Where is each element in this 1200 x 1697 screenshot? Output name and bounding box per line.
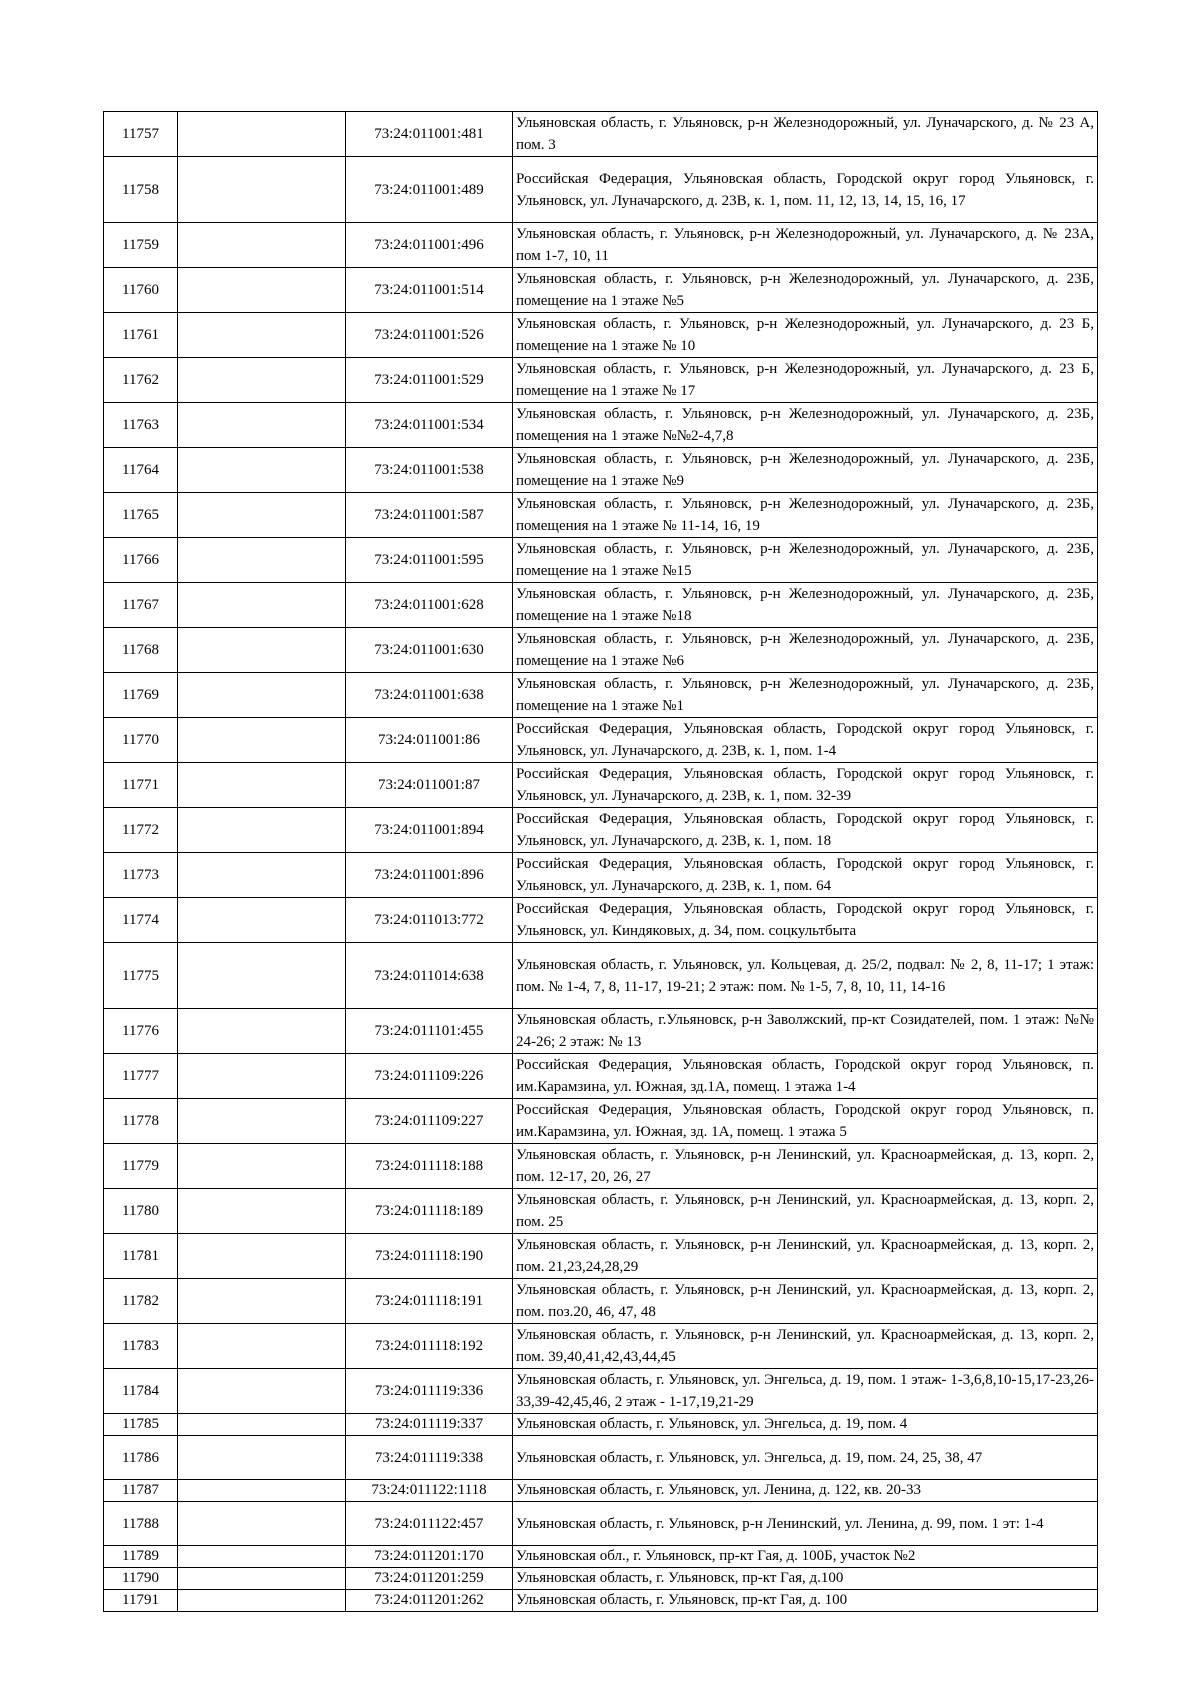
empty-cell: [178, 268, 346, 313]
empty-cell: [178, 1144, 346, 1189]
table-row: [104, 808, 1098, 853]
table-row: [104, 628, 1098, 673]
empty-cell: [178, 1369, 346, 1414]
cadastral-number-cell: 73:24:011001:496: [346, 223, 513, 268]
registry-number-cell: 11760: [104, 268, 178, 313]
cadastral-number-cell: 73:24:011001:526: [346, 313, 513, 358]
address-cell: Ульяновская область, г. Ульяновск, р-н Железнодорожный, ул. Луначарского, д. 23Б, помещение на 1 этаже №18: [513, 583, 1098, 628]
address-cell: Ульяновская область, г. Ульяновск, ул. Энгельса, д. 19, пом. 4: [513, 1414, 1098, 1436]
address-cell: Ульяновская область, г. Ульяновск, р-н Железнодорожный, ул. Луначарского, д. 23Б, помещения на 1 этаже №№2-4,7,8: [513, 403, 1098, 448]
table-row: [104, 1568, 1098, 1590]
cadastral-number-cell: 73:24:011119:337: [346, 1414, 513, 1436]
address-cell: Российская Федерация, Ульяновская область, Городской округ город Ульяновск, г. Ульяновск, ул. Луначарского, д. 23В, к. 1, пом. 1-4: [513, 718, 1098, 763]
cadastral-number-cell: 73:24:011001:489: [346, 157, 513, 223]
cadastral-number-cell: 73:24:011001:514: [346, 268, 513, 313]
empty-cell: [178, 1590, 346, 1612]
table-row: [104, 1234, 1098, 1279]
table-row: [104, 898, 1098, 943]
table-row: [104, 313, 1098, 358]
address-cell: Ульяновская область, г. Ульяновск, ул. Кольцевая, д. 25/2, подвал: № 2, 8, 11-17; 1 этаж: пом. № 1-4, 7, 8, 11-17, 19-21; 2 этаж: пом. № 1-5, 7, 8, 10, 11, 14-16: [513, 943, 1098, 1009]
registry-number-cell: 11781: [104, 1234, 178, 1279]
registry-number-cell: 11787: [104, 1480, 178, 1502]
registry-number-cell: 11791: [104, 1590, 178, 1612]
empty-cell: [178, 628, 346, 673]
empty-cell: [178, 1414, 346, 1436]
address-cell: Российская Федерация, Ульяновская область, Городской округ город Ульяновск, г. Ульяновск, ул. Луначарского, д. 23В, к. 1, пом. 11, 12, 13, 14, 15, 16, 17: [513, 157, 1098, 223]
cadastral-number-cell: 73:24:011118:191: [346, 1279, 513, 1324]
table-row: [104, 493, 1098, 538]
empty-cell: [178, 763, 346, 808]
cadastral-number-cell: 73:24:011001:481: [346, 112, 513, 157]
table-row: [104, 448, 1098, 493]
empty-cell: [178, 403, 346, 448]
cadastral-number-cell: 73:24:011201:262: [346, 1590, 513, 1612]
registry-number-cell: 11764: [104, 448, 178, 493]
registry-number-cell: 11770: [104, 718, 178, 763]
empty-cell: [178, 1546, 346, 1568]
table-row: [104, 718, 1098, 763]
table-row: [104, 1054, 1098, 1099]
empty-cell: [178, 1009, 346, 1054]
registry-number-cell: 11777: [104, 1054, 178, 1099]
address-cell: Ульяновская область, г. Ульяновск, р-н Железнодорожный, ул. Луначарского, д. 23Б, помещение на 1 этаже №15: [513, 538, 1098, 583]
address-cell: Ульяновская область, г. Ульяновск, р-н Ленинский, ул. Красноармейская, д. 13, корп. 2, пом. 25: [513, 1189, 1098, 1234]
address-cell: Российская Федерация, Ульяновская область, Городской округ город Ульяновск, г. Ульяновск, ул. Луначарского, д. 23В, к. 1, пом. 18: [513, 808, 1098, 853]
address-cell: Ульяновская область, г. Ульяновск, р-н Железнодорожный, ул. Луначарского, д. № 23А, пом 1-7, 10, 11: [513, 223, 1098, 268]
cadastral-number-cell: 73:24:011201:170: [346, 1546, 513, 1568]
registry-number-cell: 11789: [104, 1546, 178, 1568]
table-row: [104, 1099, 1098, 1144]
table-row: [104, 1369, 1098, 1414]
table-row: [104, 1414, 1098, 1436]
registry-number-cell: 11759: [104, 223, 178, 268]
empty-cell: [178, 358, 346, 403]
table-row: [104, 223, 1098, 268]
cadastral-number-cell: 73:24:011013:772: [346, 898, 513, 943]
registry-number-cell: 11762: [104, 358, 178, 403]
registry-table: [103, 111, 1098, 1612]
registry-number-cell: 11779: [104, 1144, 178, 1189]
cadastral-number-cell: 73:24:011001:630: [346, 628, 513, 673]
empty-cell: [178, 853, 346, 898]
cadastral-number-cell: 73:24:011001:87: [346, 763, 513, 808]
table-row: [104, 583, 1098, 628]
cadastral-number-cell: 73:24:011119:338: [346, 1436, 513, 1480]
table-row: [104, 1279, 1098, 1324]
registry-number-cell: 11771: [104, 763, 178, 808]
table-row: [104, 358, 1098, 403]
address-cell: Ульяновская обл., г. Ульяновск, пр-кт Гая, д. 100Б, участок №2: [513, 1546, 1098, 1568]
cadastral-number-cell: 73:24:011118:188: [346, 1144, 513, 1189]
registry-number-cell: 11758: [104, 157, 178, 223]
table-row: [104, 1189, 1098, 1234]
empty-cell: [178, 1324, 346, 1369]
address-cell: Ульяновская область, г. Ульяновск, пр-кт Гая, д.100: [513, 1568, 1098, 1590]
registry-number-cell: 11774: [104, 898, 178, 943]
table-row: [104, 268, 1098, 313]
empty-cell: [178, 538, 346, 583]
empty-cell: [178, 1436, 346, 1480]
registry-number-cell: 11782: [104, 1279, 178, 1324]
registry-number-cell: 11784: [104, 1369, 178, 1414]
table-row: [104, 1546, 1098, 1568]
registry-number-cell: 11767: [104, 583, 178, 628]
cadastral-number-cell: 73:24:011001:86: [346, 718, 513, 763]
table-row: [104, 403, 1098, 448]
cadastral-number-cell: 73:24:011001:628: [346, 583, 513, 628]
registry-number-cell: 11785: [104, 1414, 178, 1436]
address-cell: Ульяновская область, г. Ульяновск, ул. Энгельса, д. 19, пом. 1 этаж- 1-3,6,8,10-15,17-23,26-33,39-42,45,46, 2 этаж - 1-17,19,21-29: [513, 1369, 1098, 1414]
table-row: [104, 157, 1098, 223]
registry-number-cell: 11786: [104, 1436, 178, 1480]
address-cell: Российская Федерация, Ульяновская область, Городской округ город Ульяновск, г. Ульяновск, ул. Луначарского, д. 23В, к. 1, пом. 32-39: [513, 763, 1098, 808]
address-cell: Ульяновская область, г. Ульяновск, пр-кт Гая, д. 100: [513, 1590, 1098, 1612]
cadastral-number-cell: 73:24:011001:595: [346, 538, 513, 583]
address-cell: Ульяновская область, г. Ульяновск, р-н Железнодорожный, ул. Луначарского, д. № 23 А, пом. 3: [513, 112, 1098, 157]
address-cell: Ульяновская область, г. Ульяновск, р-н Железнодорожный, ул. Луначарского, д. 23 Б, помещение на 1 этаже № 17: [513, 358, 1098, 403]
table-row: [104, 1324, 1098, 1369]
registry-table-body: [104, 112, 1098, 1612]
registry-number-cell: 11773: [104, 853, 178, 898]
registry-number-cell: 11769: [104, 673, 178, 718]
address-cell: Ульяновская область, г. Ульяновск, р-н Ленинский, ул. Красноармейская, д. 13, корп. 2, пом. 12-17, 20, 26, 27: [513, 1144, 1098, 1189]
cadastral-number-cell: 73:24:011119:336: [346, 1369, 513, 1414]
empty-cell: [178, 1099, 346, 1144]
table-row: [104, 112, 1098, 157]
cadastral-number-cell: 73:24:011122:457: [346, 1502, 513, 1546]
registry-number-cell: 11763: [104, 403, 178, 448]
address-cell: Ульяновская область, г. Ульяновск, р-н Ленинский, ул. Красноармейская, д. 13, корп. 2, пом. поз.20, 46, 47, 48: [513, 1279, 1098, 1324]
address-cell: Ульяновская область, г. Ульяновск, р-н Железнодорожный, ул. Луначарского, д. 23Б, помещение на 1 этаже №5: [513, 268, 1098, 313]
empty-cell: [178, 223, 346, 268]
empty-cell: [178, 943, 346, 1009]
empty-cell: [178, 673, 346, 718]
address-cell: Российская Федерация, Ульяновская область, Городской округ город Ульяновск, г. Ульяновск, ул. Луначарского, д. 23В, к. 1, пом. 64: [513, 853, 1098, 898]
registry-page: [103, 111, 1097, 1612]
address-cell: Ульяновская область, г. Ульяновск, р-н Железнодорожный, ул. Луначарского, д. 23Б, помещение на 1 этаже №9: [513, 448, 1098, 493]
registry-number-cell: 11790: [104, 1568, 178, 1590]
address-cell: Российская Федерация, Ульяновская область, Городской округ город Ульяновск, п. им.Карамзина, ул. Южная, зд. 1А, помещ. 1 этажа 5: [513, 1099, 1098, 1144]
address-cell: Ульяновская область, г.Ульяновск, р-н Заволжский, пр-кт Созидателей, пом. 1 этаж: №№ 24-26; 2 этаж: № 13: [513, 1009, 1098, 1054]
empty-cell: [178, 313, 346, 358]
empty-cell: [178, 493, 346, 538]
address-cell: Ульяновская область, г. Ульяновск, р-н Железнодорожный, ул. Луначарского, д. 23 Б, помещение на 1 этаже № 10: [513, 313, 1098, 358]
cadastral-number-cell: 73:24:011001:894: [346, 808, 513, 853]
registry-number-cell: 11778: [104, 1099, 178, 1144]
empty-cell: [178, 1480, 346, 1502]
cadastral-number-cell: 73:24:011101:455: [346, 1009, 513, 1054]
table-row: [104, 1502, 1098, 1546]
table-row: [104, 673, 1098, 718]
table-row: [104, 1009, 1098, 1054]
cadastral-number-cell: 73:24:011118:192: [346, 1324, 513, 1369]
cadastral-number-cell: 73:24:011001:538: [346, 448, 513, 493]
empty-cell: [178, 112, 346, 157]
address-cell: Российская Федерация, Ульяновская область, Городской округ город Ульяновск, г. Ульяновск, ул. Киндяковых, д. 34, пом. соцкультбыта: [513, 898, 1098, 943]
registry-number-cell: 11783: [104, 1324, 178, 1369]
registry-number-cell: 11780: [104, 1189, 178, 1234]
registry-number-cell: 11768: [104, 628, 178, 673]
registry-number-cell: 11765: [104, 493, 178, 538]
registry-number-cell: 11757: [104, 112, 178, 157]
registry-number-cell: 11788: [104, 1502, 178, 1546]
cadastral-number-cell: 73:24:011014:638: [346, 943, 513, 1009]
registry-number-cell: 11776: [104, 1009, 178, 1054]
address-cell: Ульяновская область, г. Ульяновск, р-н Железнодорожный, ул. Луначарского, д. 23Б, помещения на 1 этаже № 11-14, 16, 19: [513, 493, 1098, 538]
address-cell: Ульяновская область, г. Ульяновск, ул. Энгельса, д. 19, пом. 24, 25, 38, 47: [513, 1436, 1098, 1480]
empty-cell: [178, 898, 346, 943]
cadastral-number-cell: 73:24:011109:226: [346, 1054, 513, 1099]
address-cell: Ульяновская область, г. Ульяновск, р-н Ленинский, ул. Красноармейская, д. 13, корп. 2, пом. 39,40,41,42,43,44,45: [513, 1324, 1098, 1369]
empty-cell: [178, 1234, 346, 1279]
empty-cell: [178, 808, 346, 853]
empty-cell: [178, 583, 346, 628]
address-cell: Ульяновская область, г. Ульяновск, р-н Железнодорожный, ул. Луначарского, д. 23Б, помещение на 1 этаже №1: [513, 673, 1098, 718]
table-row: [104, 1480, 1098, 1502]
table-row: [104, 1590, 1098, 1612]
table-row: [104, 1144, 1098, 1189]
table-row: [104, 853, 1098, 898]
empty-cell: [178, 1279, 346, 1324]
address-cell: Ульяновская область, г. Ульяновск, ул. Ленина, д. 122, кв. 20-33: [513, 1480, 1098, 1502]
address-cell: Ульяновская область, г. Ульяновск, р-н Железнодорожный, ул. Луначарского, д. 23Б, помещение на 1 этаже №6: [513, 628, 1098, 673]
address-cell: Российская Федерация, Ульяновская область, Городской округ город Ульяновск, п. им.Карамзина, ул. Южная, зд.1А, помещ. 1 этажа 1-4: [513, 1054, 1098, 1099]
cadastral-number-cell: 73:24:011122:1118: [346, 1480, 513, 1502]
empty-cell: [178, 1568, 346, 1590]
address-cell: Ульяновская область, г. Ульяновск, р-н Ленинский, ул. Ленина, д. 99, пом. 1 эт: 1-4: [513, 1502, 1098, 1546]
empty-cell: [178, 1189, 346, 1234]
empty-cell: [178, 448, 346, 493]
cadastral-number-cell: 73:24:011201:259: [346, 1568, 513, 1590]
cadastral-number-cell: 73:24:011001:638: [346, 673, 513, 718]
table-row: [104, 538, 1098, 583]
table-row: [104, 1436, 1098, 1480]
cadastral-number-cell: 73:24:011001:534: [346, 403, 513, 448]
empty-cell: [178, 157, 346, 223]
empty-cell: [178, 1502, 346, 1546]
registry-number-cell: 11772: [104, 808, 178, 853]
table-row: [104, 943, 1098, 1009]
cadastral-number-cell: 73:24:011001:587: [346, 493, 513, 538]
cadastral-number-cell: 73:24:011109:227: [346, 1099, 513, 1144]
table-row: [104, 763, 1098, 808]
empty-cell: [178, 718, 346, 763]
address-cell: Ульяновская область, г. Ульяновск, р-н Ленинский, ул. Красноармейская, д. 13, корп. 2, пом. 21,23,24,28,29: [513, 1234, 1098, 1279]
registry-number-cell: 11775: [104, 943, 178, 1009]
cadastral-number-cell: 73:24:011001:529: [346, 358, 513, 403]
registry-number-cell: 11761: [104, 313, 178, 358]
cadastral-number-cell: 73:24:011118:190: [346, 1234, 513, 1279]
cadastral-number-cell: 73:24:011001:896: [346, 853, 513, 898]
cadastral-number-cell: 73:24:011118:189: [346, 1189, 513, 1234]
empty-cell: [178, 1054, 346, 1099]
registry-number-cell: 11766: [104, 538, 178, 583]
